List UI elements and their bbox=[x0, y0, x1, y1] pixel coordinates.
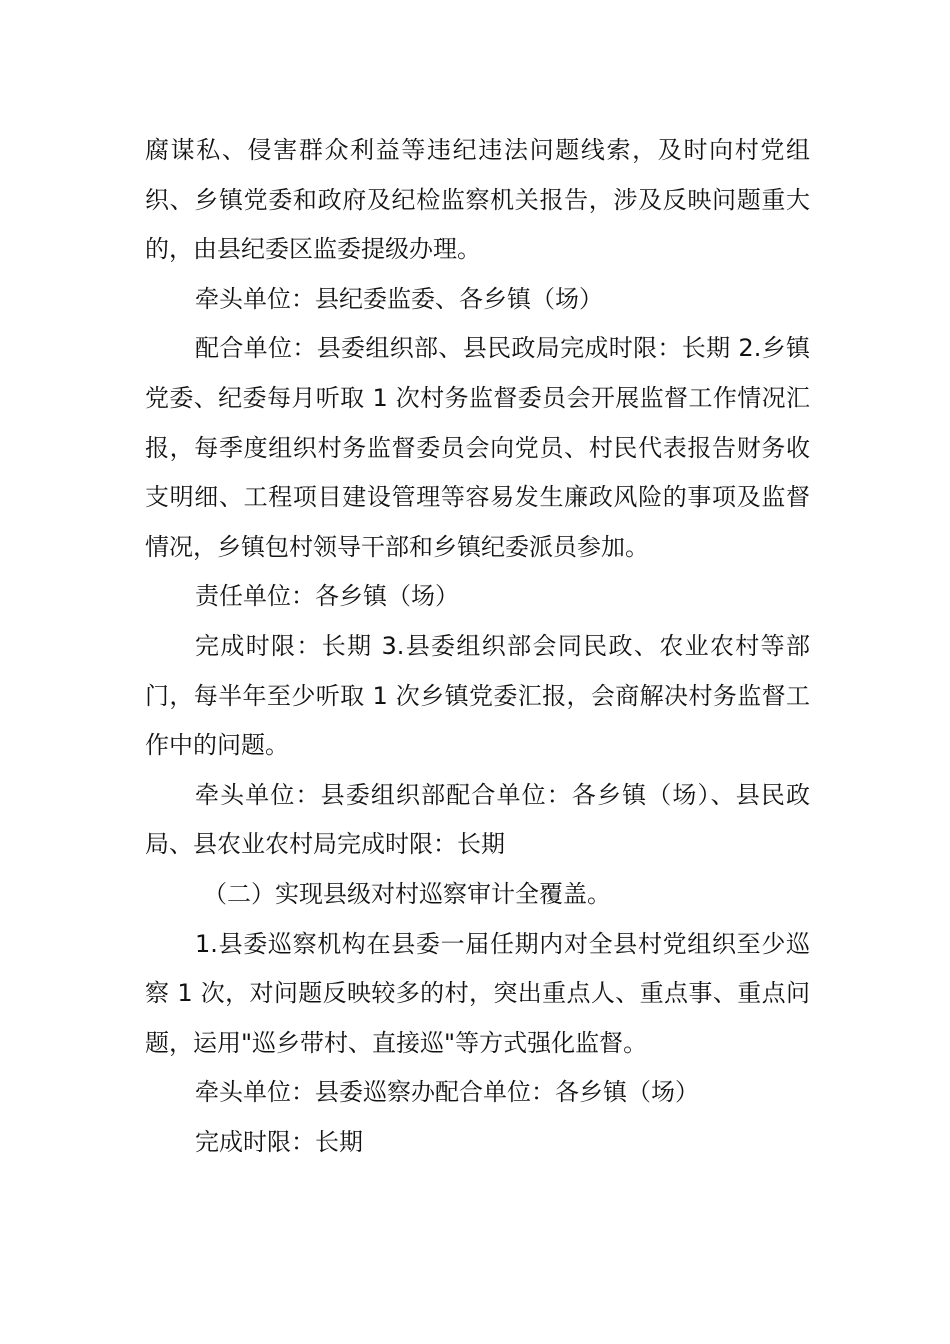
paragraph-5: 完成时限：长期 3.县委组织部会同民政、农业农村等部门，每半年至少听取 1 次乡镇党委汇报，会商解决村务监督工作中的问题。 bbox=[145, 631, 810, 760]
document-body bbox=[145, 126, 810, 1167]
paragraph-9: 完成时限：长期 bbox=[195, 1127, 363, 1156]
paragraph-8: 牵头单位：县委巡察办配合单位：各乡镇（场） bbox=[195, 1078, 699, 1107]
paragraph-7: 1.县委巡察机构在县委一届任期内对全县村党组织至少巡察 1 次，对问题反映较多的村，突出重点人、重点事、重点问题，运用"巡乡带村、直接巡"等方式强化监督。 bbox=[145, 929, 810, 1057]
paragraph-1: 腐谋私、侵害群众利益等违纪违法问题线索，及时向村党组织、乡镇党委和政府及纪检监察机关报告，涉及反映问题重大的，由县纪委区监委提级办理。 bbox=[145, 136, 810, 264]
paragraph-4: 责任单位：各乡镇（场） bbox=[195, 582, 459, 611]
paragraph-3: 配合单位：县委组织部、县民政局完成时限：长期 2.乡镇党委、纪委每月听取 1 次村务监督委员会开展监督工作情况汇报，每季度组织村务监督委员会向党员、村民代表报告财务收支明细、工程项目建设管理等容易发生廉政风险的事项及监督情况，乡镇包村领导干部和乡镇纪委派员参加。 bbox=[145, 334, 810, 561]
paragraph-6: 牵头单位：县委组织部配合单位：各乡镇（场）、县民政局、县农业农村局完成时限：长期 bbox=[145, 780, 810, 859]
section-heading: （二）实现县级对村巡察审计全覆盖。 bbox=[203, 879, 611, 908]
paragraph-2: 牵头单位：县纪委监委、各乡镇（场） bbox=[195, 284, 603, 313]
